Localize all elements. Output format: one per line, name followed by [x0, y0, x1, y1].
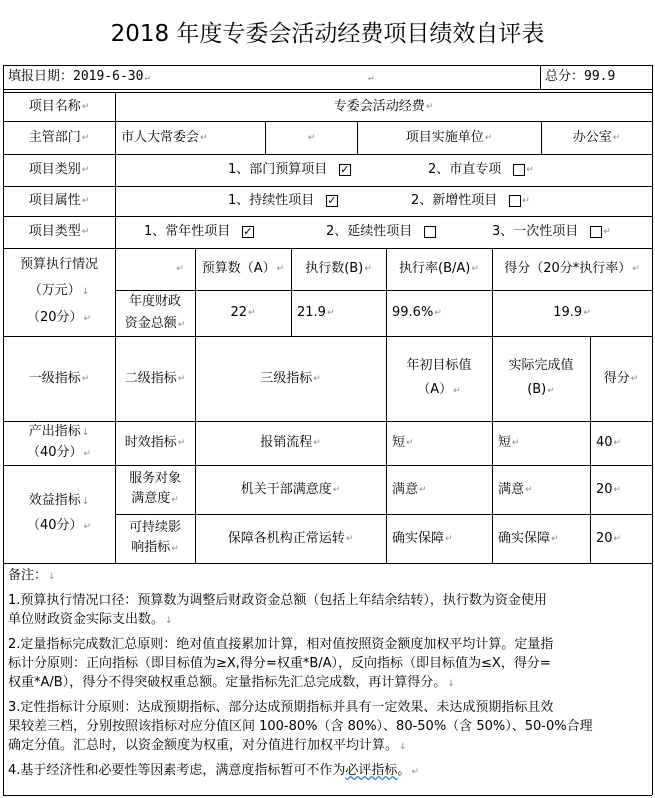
- header-actual: 实际完成值 (B)↵: [508, 358, 574, 397]
- budget-corner-cell: ↵: [176, 264, 184, 274]
- effect-b-level3: 保障各机构正常运转 ↵: [227, 530, 354, 546]
- budget-col-exec: 执行数(B) ↵: [305, 261, 372, 276]
- effect-a-level3: 机关干部满意度 ↵: [240, 481, 341, 497]
- effect-b-level2: 可持续影 响指标↵: [128, 520, 181, 555]
- type-option-1: 1、常年性项目 ✓: [138, 216, 318, 248]
- output-score: 40 ↵: [596, 435, 622, 450]
- total-label: 总分：: [545, 69, 585, 84]
- note-4: 4.基于经济性和必要性等因素考虑，满意度指标暂可不作为必评指标。↵: [8, 763, 419, 778]
- budget-label: 预算执行情况 （万元）↓ （20分）↵: [19, 257, 98, 325]
- dept-extra-cell: ↵: [307, 132, 316, 143]
- project-name-label: 项目名称 ↵: [28, 98, 90, 114]
- impl-unit-label: 项目实施单位 ↵: [405, 129, 493, 145]
- attr-option-2: 2、新增性项目 ↵: [411, 193, 530, 208]
- effect-a-score: 20 ↵: [596, 481, 622, 497]
- header-score: 得分 ↵: [603, 370, 639, 386]
- effect-b-target: 确实保障 ↵: [392, 530, 453, 546]
- total-value: 99.9: [584, 69, 616, 84]
- header-level2: 二级指标 ↵: [124, 370, 186, 386]
- type-option-2: 2、延续性项目: [320, 216, 490, 248]
- budget-col-score: 得分（20分*执行率） ↵: [504, 261, 640, 276]
- note-1: 1.预算执行情况口径：预算数为调整后财政资金总额（包括上年结余结转），执行数为资金使用 单位财政资金实际支出数。↓: [8, 593, 547, 627]
- header-level1: 一级指标 ↵: [28, 370, 90, 386]
- fill-date-value: 2019-6-30: [73, 69, 144, 84]
- impl-unit-value: 办公室 ↵: [572, 129, 621, 145]
- project-name-value: 专委会活动经费 ↵: [333, 98, 434, 114]
- checkbox-checked-icon: [339, 164, 351, 176]
- effect-b-score: 20 ↵: [596, 530, 622, 546]
- checkbox-checked-icon: [326, 195, 338, 207]
- attr-option-1: 1、持续性项目 ✓: [222, 186, 422, 216]
- category-option-1: 1、部门预算项目 ✓: [222, 154, 422, 186]
- output-level2: 时效指标 ↵: [124, 435, 186, 450]
- notes-heading: 备注：: [8, 568, 48, 583]
- page-title: 2018 年度专委会活动经费项目绩效自评表: [110, 21, 545, 47]
- note-3: 3.定性指标计分原则：达成预期指标、部分达成预期指标并具有一定效果、未达成预期指标且效 果较差三档，分别按照该指标对应分值区间 100-80%（含 80%）、80-50%（含 50%）、50-0%合理 确定分值。汇总时，以资金额度为权重，对分值进行加权平均计算。↓: [8, 700, 593, 753]
- checkbox-empty-icon: [509, 195, 521, 207]
- return-mark: ↵: [368, 73, 374, 83]
- budget-value: 22 ↵: [230, 305, 256, 320]
- checkbox-checked-icon: [242, 226, 254, 238]
- output-indicator-label: 产出指标↓ （40分）↵: [26, 424, 92, 460]
- attr-label: 项目属性 ↵: [28, 193, 90, 208]
- checkbox-empty-icon: [424, 226, 436, 238]
- type-option-3: 3、一次性项目 ↵: [492, 224, 611, 239]
- dept-value: 市人大常委会 ↵: [121, 129, 208, 145]
- dept-label: 主管部门 ↵: [28, 129, 90, 145]
- output-actual: 短 ↵: [498, 435, 520, 450]
- category-label: 项目类别 ↵: [28, 162, 90, 177]
- type-label: 项目类型 ↵: [28, 224, 90, 239]
- total-score: [545, 67, 615, 87]
- checkbox-empty-icon: [590, 226, 602, 238]
- fill-date: 填报日期：2019-6-30↵: [8, 69, 150, 84]
- effect-a-target: 满意 ↵: [392, 481, 427, 497]
- rate-value: 99.6% ↵: [392, 305, 442, 320]
- header-target: 年初目标值 （A）↵: [406, 358, 472, 397]
- header-level3: 三级指标 ↵: [260, 370, 321, 386]
- fill-date-label: 填报日期：: [8, 69, 74, 84]
- output-target: 短 ↵: [392, 435, 414, 450]
- exec-value: 21.9 ↵: [297, 305, 335, 320]
- budget-col-rate: 执行率(B/A) ↵: [399, 261, 479, 276]
- effect-indicator-label: 效益指标↓ （40分）↵: [26, 493, 92, 533]
- output-level3: 报销流程 ↵: [260, 435, 321, 450]
- effect-a-actual: 满意 ↵: [498, 481, 533, 497]
- category-option-2: 2、市直专项 ↵: [428, 162, 534, 177]
- notes-section: 备注：↓ 1.预算执行情况口径：预算数为调整后财政资金总额（包括上年结余结转），执行数为资金使用 单位财政资金实际支出数。↓ 2.定量指标完成数汇总原则：绝对值直接累加计算，相对值按照资金额度加权平均计算。定量指 标计分原则：正向指标（即目标值为≥X,得分=权重*B/A），反向指标（即目标值为≤X，得分= 权重*A/B），得分不得突破权重总额。定量指标先汇总完成数，再计算得分。↓ 3.定性指标计分原则：达成预期指标、部分达成预期指标并具有一定效果、未达成预期指标且效 果较差三档，分别按照该指标对应分值区间 100-80%（含 80%）、80-50%（含 50%）、50-0%合理 确定分值。汇总时，以资金额度为权重，对分值进行加权平均计算。↓ 4.基于经济性和必要性等因素考虑，满意度指标暂可不作为必评指标。↵: [8, 566, 648, 782]
- score-value: 19.9 ↵: [553, 305, 591, 320]
- effect-a-level2: 服务对象 满意度↵: [128, 471, 181, 506]
- effect-b-actual: 确实保障 ↵: [498, 530, 559, 546]
- checkbox-empty-icon: [513, 164, 525, 176]
- budget-row-label: 年度财政 资金总额↵: [124, 293, 186, 331]
- budget-col-budget: 预算数（A） ↵: [201, 261, 285, 276]
- note-2: 2.定量指标完成数汇总原则：绝对值直接累加计算，相对值按照资金额度加权平均计算。定量指 标计分原则：正向指标（即目标值为≥X,得分=权重*B/A），反向指标（即目标值为≤X，得分= 权重*A/B），得分不得突破权重总额。定量指标先汇总完成数，再计算得分。↓: [8, 637, 554, 690]
